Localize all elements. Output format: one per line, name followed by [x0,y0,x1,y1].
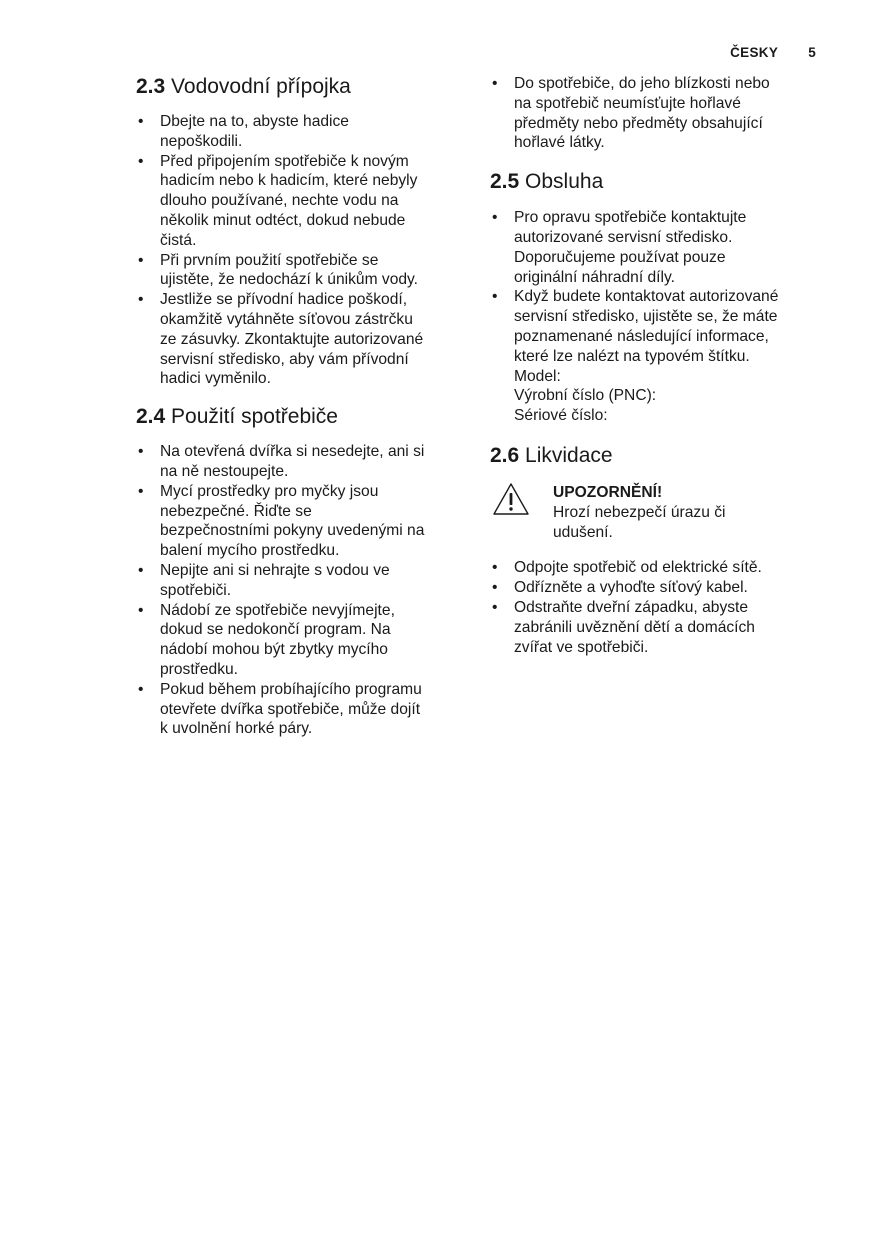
list-item-line: Pokud během probíhajícího programu [160,680,422,698]
warning-line: udušení. [553,523,613,541]
list-item-line: Model: [514,367,561,385]
list-item-line: několik minut odtéct, dokud nebude [160,211,406,229]
list-item-line: Při prvním použití spotřebiče se [160,251,379,269]
section-number: 2.4 [136,405,166,429]
section-title: Použití spotřebiče [171,405,338,429]
list-item [136,442,466,482]
section-number: 2.6 [490,443,520,467]
list-item-line: Když budete kontaktovat autorizované [514,288,779,306]
list-item-line: prostředku. [160,660,239,678]
list-item [490,74,820,153]
list-item-line: Do spotřebiče, do jeho blízkosti nebo [514,75,770,92]
list-item-line: Nádobí ze spotřebiče nevyjímejte, [160,601,395,619]
list-item [136,112,466,152]
list-item-line: nepoškodili. [160,132,243,150]
list-item-line: hadicím nebo k hadicím, které nebyly [160,172,418,190]
list-item [490,558,820,578]
page-number: 5 [808,45,816,60]
list-item-line: autorizované servisní středisko. [514,228,733,246]
left-column [136,74,466,739]
list-item-line: servisní středisko, aby vám přívodní [160,350,409,368]
warning-title: UPOZORNĚNÍ! [553,483,663,501]
list-item [136,561,466,601]
list-item-line: nebezpečné. Řiďte se [160,502,312,520]
list-item [136,601,466,680]
list-item-line: ujistěte, že nedochází k únikům vody. [160,271,419,289]
warning-triangle-icon [492,482,530,516]
list-item-line: bezpečnostními pokyny uvedenými na [160,522,425,540]
list-item-line: Doporučujeme používat pouze [514,248,726,266]
list-item-line: okamžitě vytáhněte síťovou zástrčku [160,310,413,328]
list-item-line: na spotřebič neumísťujte hořlavé [514,94,741,112]
list-item-line: Dbejte na to, abyste hadice [160,113,349,130]
list-item-line: dokud se nedokončí program. Na [160,621,391,639]
list-item-line: čistá. [160,231,197,249]
list-2-3 [136,112,466,389]
list-item-line: Před připojením spotřebiče k novým [160,152,409,170]
list-item-line: dlouho používané, nechte vodu na [160,192,399,210]
list-item-line: Výrobní číslo (PNC): [514,387,657,405]
list-item-line: Mycí prostředky pro myčky jsou [160,482,379,500]
list-item [136,152,466,251]
list-item [490,208,820,287]
right-column [490,74,820,657]
list-item-line: k uvolnění horké páry. [160,720,313,738]
section-heading-2-5 [490,169,820,195]
warning-box [490,483,820,542]
list-item [490,287,820,426]
list-item-line: Pro opravu spotřebiče kontaktujte [514,209,747,227]
list-item-line: Odstraňte dveřní západku, abyste [514,598,749,616]
section-title: Vodovodní přípojka [171,75,351,98]
section-heading-2-4 [136,404,466,430]
list-item-line: Jestliže se přívodní hadice poškodí, [160,291,408,309]
section-number: 2.3 [136,75,166,98]
language-label: ČESKY [730,45,779,60]
list-item-line: které lze nalézt na typovém štítku. [514,347,750,365]
section-number: 2.5 [490,170,520,194]
list-item-line: Na otevřená dvířka si nesedejte, ani si [160,443,425,461]
list-item-line: Sériové číslo: [514,407,608,425]
list-2-5 [490,208,820,426]
list-2-4-continued [490,74,820,153]
list-item [490,598,820,657]
list-item-line: originální náhradní díly. [514,268,675,286]
list-item-line: zabránili uvěznění dětí a domácích [514,618,755,636]
section-title: Obsluha [525,170,604,194]
list-item-line: balení mycího prostředku. [160,542,340,560]
warning-line: Hrozí nebezpečí úrazu či [553,503,726,521]
section-title: Likvidace [525,443,613,467]
list-item-line: zvířat ve spotřebiči. [514,638,649,656]
list-item-line: Odpojte spotřebič od elektrické sítě. [514,559,762,577]
list-item-line: otevřete dvířka spotřebiče, může dojít [160,700,421,718]
list-item [136,290,466,389]
list-item-line: na ně nestoupejte. [160,462,289,480]
list-item-line: spotřebiči. [160,581,232,599]
page-header [730,45,816,60]
list-item-line: předměty nebo předměty obsahující [514,114,763,132]
list-item-line: ze zásuvky. Zkontaktujte autorizované [160,330,424,348]
list-item [490,578,820,598]
list-2-6 [490,558,820,657]
list-item-line: poznamenané následující informace, [514,327,769,345]
list-item-line: hořlavé látky. [514,134,605,152]
list-item [136,680,466,739]
section-heading-2-6 [490,443,820,469]
list-item-line: hadici vyměnilo. [160,370,271,388]
list-item-line: servisní středisko, ujistěte se, že máte [514,308,778,326]
list-item [136,251,466,291]
list-item-line: Odřízněte a vyhoďte síťový kabel. [514,579,748,597]
section-heading-2-3 [136,74,466,100]
list-item-line: Nepijte ani si nehrajte s vodou ve [160,561,390,579]
list-item [136,482,466,561]
list-item-line: nádobí mohou být zbytky mycího [160,641,388,659]
list-2-4 [136,442,466,739]
